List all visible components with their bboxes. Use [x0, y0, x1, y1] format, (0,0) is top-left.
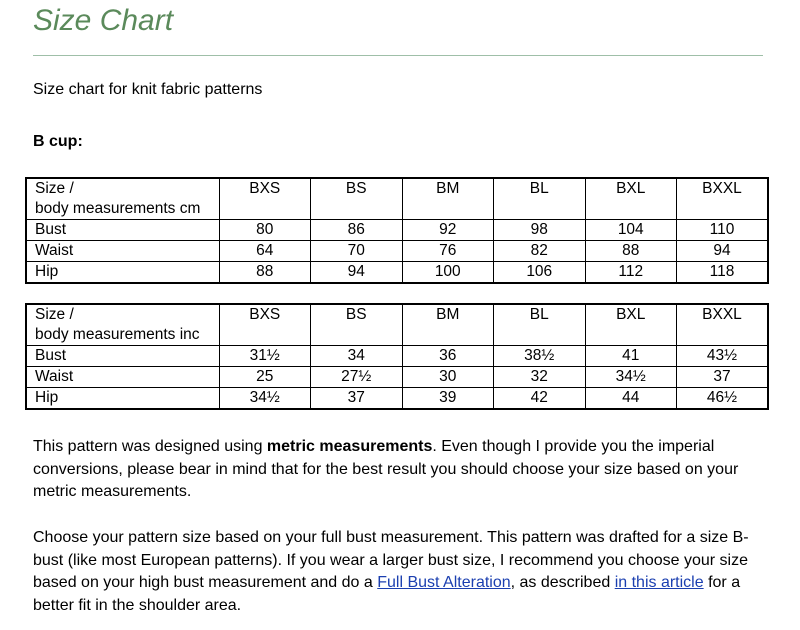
size-header-bm: BM — [402, 304, 494, 346]
header-label-line2: body measurements inc — [35, 326, 200, 343]
table-row — [26, 367, 768, 388]
table-cell: 70 — [311, 241, 403, 262]
table-cell: 42 — [494, 388, 586, 410]
table-cell: 44 — [585, 388, 677, 410]
table-row — [26, 220, 768, 241]
table-cell: 76 — [402, 241, 494, 262]
table-cell: 118 — [677, 262, 769, 284]
table-cell: 106 — [494, 262, 586, 284]
para2-text-middle: , as described — [510, 574, 615, 592]
table-row — [26, 388, 768, 410]
table-row — [26, 262, 768, 284]
row-label-hip: Hip — [26, 262, 219, 284]
metric-note-paragraph — [33, 436, 763, 504]
size-header-bxs: BXS — [219, 178, 311, 220]
cup-heading: B cup: — [33, 133, 83, 150]
table-cell: 41 — [585, 346, 677, 367]
table-cell: 110 — [677, 220, 769, 241]
table-cell: 88 — [585, 241, 677, 262]
size-header-bxxl: BXXL — [677, 304, 769, 346]
size-header-bs: BS — [311, 304, 403, 346]
size-header-bxl: BXL — [585, 304, 677, 346]
size-table-cm — [25, 177, 769, 284]
table-cell: 37 — [311, 388, 403, 410]
row-label-bust: Bust — [26, 220, 219, 241]
row-label-bust: Bust — [26, 346, 219, 367]
table-cell: 82 — [494, 241, 586, 262]
size-header-bl: BL — [494, 304, 586, 346]
table-cell: 98 — [494, 220, 586, 241]
header-label-cell — [26, 304, 219, 346]
row-label-waist: Waist — [26, 241, 219, 262]
table-header-row — [26, 178, 768, 220]
header-label-line2: body measurements cm — [35, 200, 201, 217]
table-cell: 88 — [219, 262, 311, 284]
page-title: Size Chart — [33, 4, 174, 37]
subtitle: Size chart for knit fabric patterns — [33, 81, 263, 98]
table-cell: 94 — [677, 241, 769, 262]
table-cell: 34½ — [219, 388, 311, 410]
table-cell: 80 — [219, 220, 311, 241]
size-header-bl: BL — [494, 178, 586, 220]
table-cell: 112 — [585, 262, 677, 284]
table-cell: 30 — [402, 367, 494, 388]
table-cell: 37 — [677, 367, 769, 388]
para1-bold-text: metric measurements — [266, 438, 433, 455]
para1-text-start: This pattern was designed using — [33, 438, 267, 455]
table-cell: 100 — [402, 262, 494, 284]
in-this-article-link[interactable]: in this article — [614, 574, 704, 592]
header-label-line1: Size / — [35, 180, 74, 197]
size-header-bs: BS — [311, 178, 403, 220]
para1-text-end: . Even though I provide you the imperial conversions, please bear in mind that for the best result you should choose your size based on your metric measurements. — [33, 438, 739, 501]
row-label-hip: Hip — [26, 388, 219, 410]
table-row — [26, 346, 768, 367]
size-choice-paragraph — [33, 527, 763, 618]
table-cell: 43½ — [677, 346, 769, 367]
full-bust-alteration-link[interactable]: Full Bust Alteration — [377, 574, 511, 592]
title-divider — [33, 55, 763, 56]
table-cell: 104 — [585, 220, 677, 241]
header-label-line1: Size / — [35, 306, 74, 323]
size-header-bxl: BXL — [585, 178, 677, 220]
table-cell: 46½ — [677, 388, 769, 410]
table-cell: 31½ — [219, 346, 311, 367]
table-cell: 64 — [219, 241, 311, 262]
table-row — [26, 241, 768, 262]
size-header-bm: BM — [402, 178, 494, 220]
table-cell: 25 — [219, 367, 311, 388]
para2-text-start: Choose your pattern size based on your full bust measurement. This pattern was drafted for a size B-bust (like most European patterns). If you wear a larger bust size, I recommend you choose your size based on your high bust measurement and do a — [33, 529, 749, 592]
table-cell: 39 — [402, 388, 494, 410]
table-cell: 32 — [494, 367, 586, 388]
size-table-inc — [25, 303, 769, 410]
table-header-row — [26, 304, 768, 346]
size-header-bxxl: BXXL — [677, 178, 769, 220]
table-cell: 34½ — [585, 367, 677, 388]
table-cell: 27½ — [311, 367, 403, 388]
para2-text-end: for a better fit in the shoulder area. — [33, 574, 741, 615]
table-cell: 92 — [402, 220, 494, 241]
table-cell: 86 — [311, 220, 403, 241]
table-cell: 34 — [311, 346, 403, 367]
table-cell: 38½ — [494, 346, 586, 367]
table-cell: 36 — [402, 346, 494, 367]
table-cell: 94 — [311, 262, 403, 284]
size-header-bxs: BXS — [219, 304, 311, 346]
header-label-cell — [26, 178, 219, 220]
row-label-waist: Waist — [26, 367, 219, 388]
